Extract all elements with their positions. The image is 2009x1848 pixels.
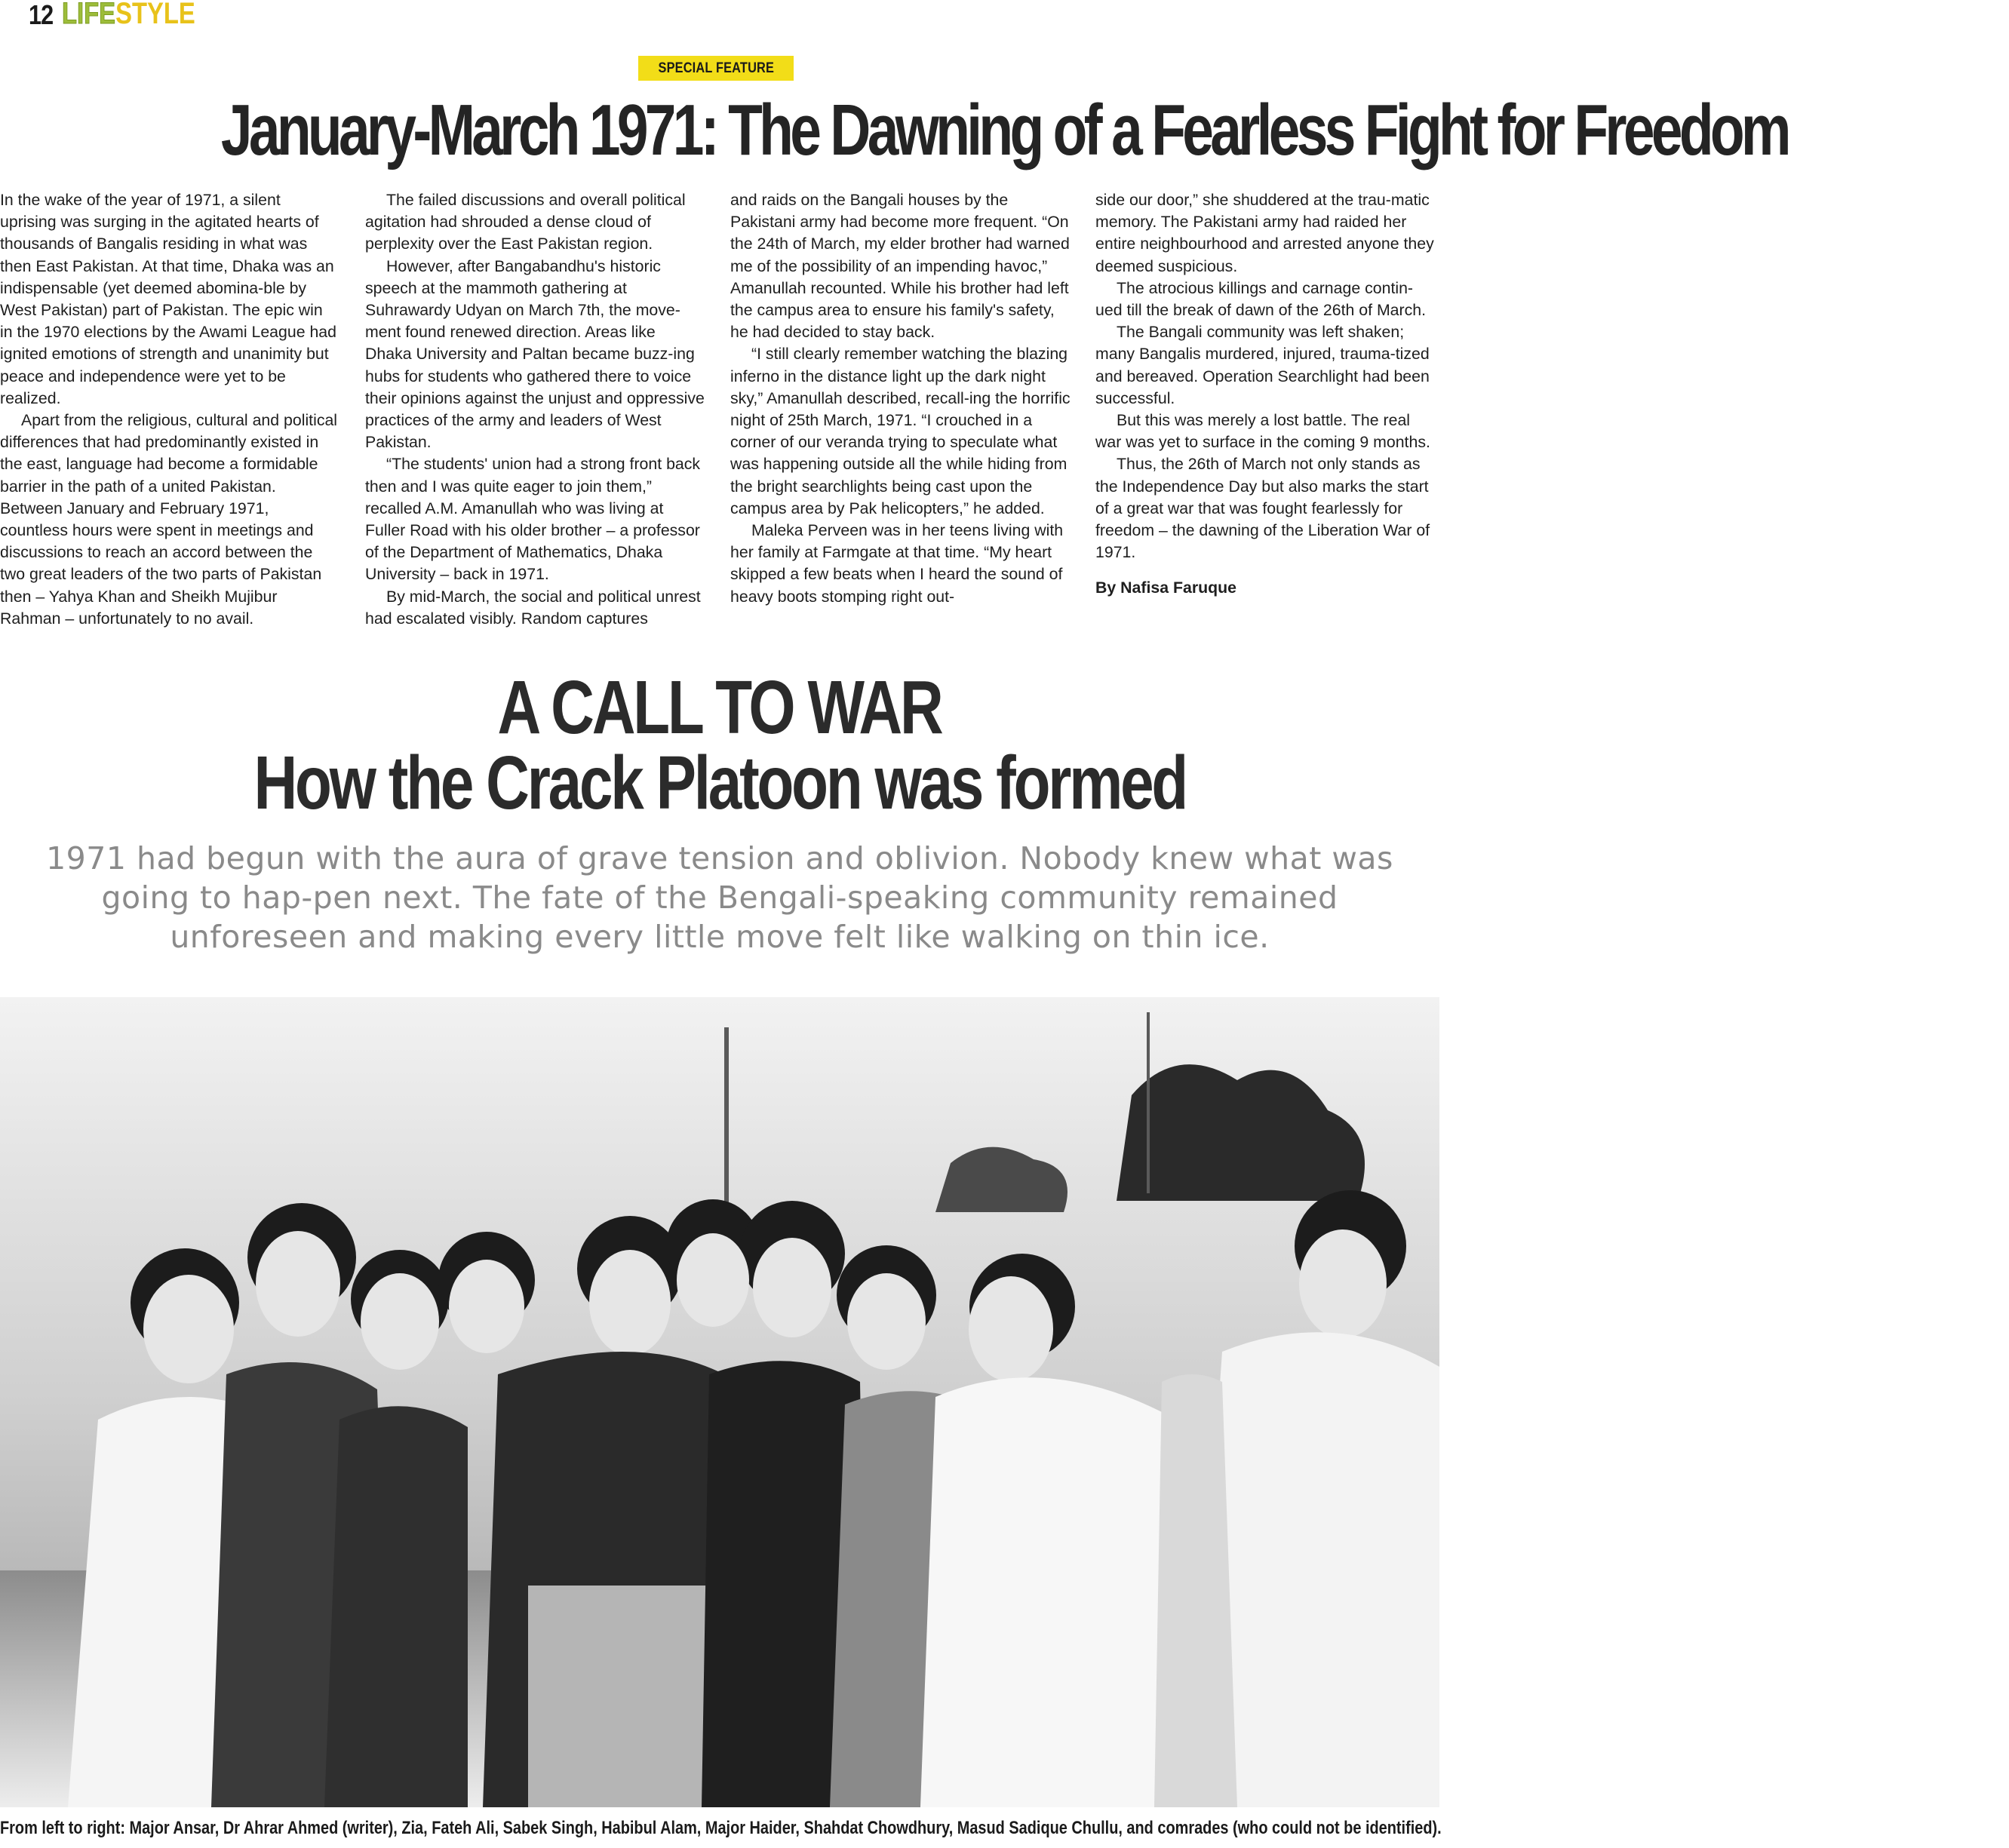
article1-column-4 xyxy=(1095,189,1438,600)
paragraph: The atrocious killings and carnage contin-ued till the break of dawn of the 26th of March. xyxy=(1095,278,1427,320)
article2-intro: 1971 had begun with the aura of grave tension and oblivion. Nobody knew what was going to hap-pen next. The fate of the Bengali-speaking community remained unforeseen and making every little move felt like walking on thin ice. xyxy=(46,840,1393,955)
photo-caption xyxy=(0,1816,1442,1840)
section-logo-life: LIFE xyxy=(62,0,116,30)
article2-headline xyxy=(0,665,1439,825)
group-photo-illustration xyxy=(0,997,1439,1807)
paragraph: But this was merely a lost battle. The real war was yet to surface in the coming 9 months. xyxy=(1095,411,1430,452)
article2-headline-line1 xyxy=(0,665,1439,750)
article1-headline-text: January-March 1971: The Dawning of a Fearless Fight for Freedom xyxy=(220,90,1788,170)
article1-headline xyxy=(0,89,1788,172)
paragraph: “I still clearly remember watching the blazing inferno in the distance light up the dark night sky,” Amanullah described, recall-ing the horrific night of 25th March, 1971. “I crouched in a corner of our veranda trying to speculate what was happening outside all the while hiding from the bright searchlights being cast upon the campus area by Pak helicopters,” he added. xyxy=(730,345,1071,517)
section-logo-style: STYLE xyxy=(115,0,195,30)
paragraph: Apart from the religious, cultural and political differences that had predominantly existed in the east, language had become a formidable barrier in the path of a united Pakistan. Between January and February 1971, countless hours were spent in meetings and discussions to reach an accord between the two great leaders of the two parts of Pakistan then – Yahya Khan and Sheikh Mujibur Rahman – unfortunately to no avail. xyxy=(0,411,338,628)
paragraph: Maleka Perveen was in her teens living with her family at Farmgate at that time. “My heart skipped a few beats when I heard the sound of heavy boots stomping right out- xyxy=(730,521,1064,606)
paragraph: and raids on the Bangali houses by the Pakistani army had become more frequent. “On the 24th of March, my elder brother had warned me of the possibility of an impending havoc,” Amanullah recounted. While his brother had left the campus area to ensure his family's safety, he had decided to stay back. xyxy=(730,191,1070,342)
article2-headline-line2 xyxy=(0,741,1439,825)
photo-caption-text: From left to right: Major Ansar, Dr Ahrar Ahmed (writer), Zia, Fateh Ali, Sabek Singh, Habibul Alam, Major Haider, Shahdat Chowdhury, Masud Sadique Chullu, and comrades (who could not be identified). xyxy=(0,1818,1442,1838)
article2-headline-line1-text: A CALL TO WAR xyxy=(497,665,942,750)
special-feature-label: SPECIAL FEATURE xyxy=(658,60,774,76)
special-feature-badge xyxy=(638,56,794,81)
paragraph: However, after Bangabandhu's historic speech at the mammoth gathering at Suhrawardy Udyan on March 7th, the move-ment found renewed direction. Areas like Dhaka University and Paltan became buzz-ing hubs for students who gathered there to voice their opinions against the unjust and oppressive practices of the army and leaders of West Pakistan. xyxy=(365,256,705,452)
paragraph: “The students' union had a strong front back then and I was quite eager to join them,” recalled A.M. Amanullah who was living at Fuller Road with his older brother – a professor of the Department of Mathematics, Dhaka University – back in 1971. xyxy=(365,455,701,584)
section-logo xyxy=(62,0,195,29)
paragraph: side our door,” she shuddered at the trau-matic memory. The Pakistani army had raided her entire neighbourhood and arrested anyone they deemed suspicious. xyxy=(1095,191,1434,275)
paragraph: The failed discussions and overall political agitation had shrouded a dense cloud of perplexity over the East Pakistan region. xyxy=(365,191,686,253)
group-photo xyxy=(0,997,1439,1807)
article1-column-1 xyxy=(0,189,339,630)
article1-column-2 xyxy=(365,189,705,630)
page-number: 12 xyxy=(29,0,54,30)
paragraph: The Bangali community was left shaken; many Bangalis murdered, injured, trauma-tized and bereaved. Operation Searchlight had been successful. xyxy=(1095,323,1430,407)
paragraph: In the wake of the year of 1971, a silent uprising was surging in the agitated hearts of thousands of Bangalis residing in what was then East Pakistan. At that time, Dhaka was an indispensable (yet deemed abomina-ble by West Pakistan) part of Pakistan. The epic win in the 1970 elections by the Awami League had ignited emotions of strength and unanimity but peace and independence were yet to be realized. xyxy=(0,191,336,407)
article2-headline-line2-text: How the Crack Platoon was formed xyxy=(253,741,1186,825)
paragraph: By mid-March, the social and political unrest had escalated visibly. Random captures xyxy=(365,587,701,628)
paragraph: Thus, the 26th of March not only stands as the Independence Day but also marks the start of a great war that was fought fearlessly for freedom – the dawning of the Liberation War of 1971. xyxy=(1095,455,1430,562)
byline: By Nafisa Faruque xyxy=(1095,579,1236,597)
article1-column-3 xyxy=(730,189,1071,608)
